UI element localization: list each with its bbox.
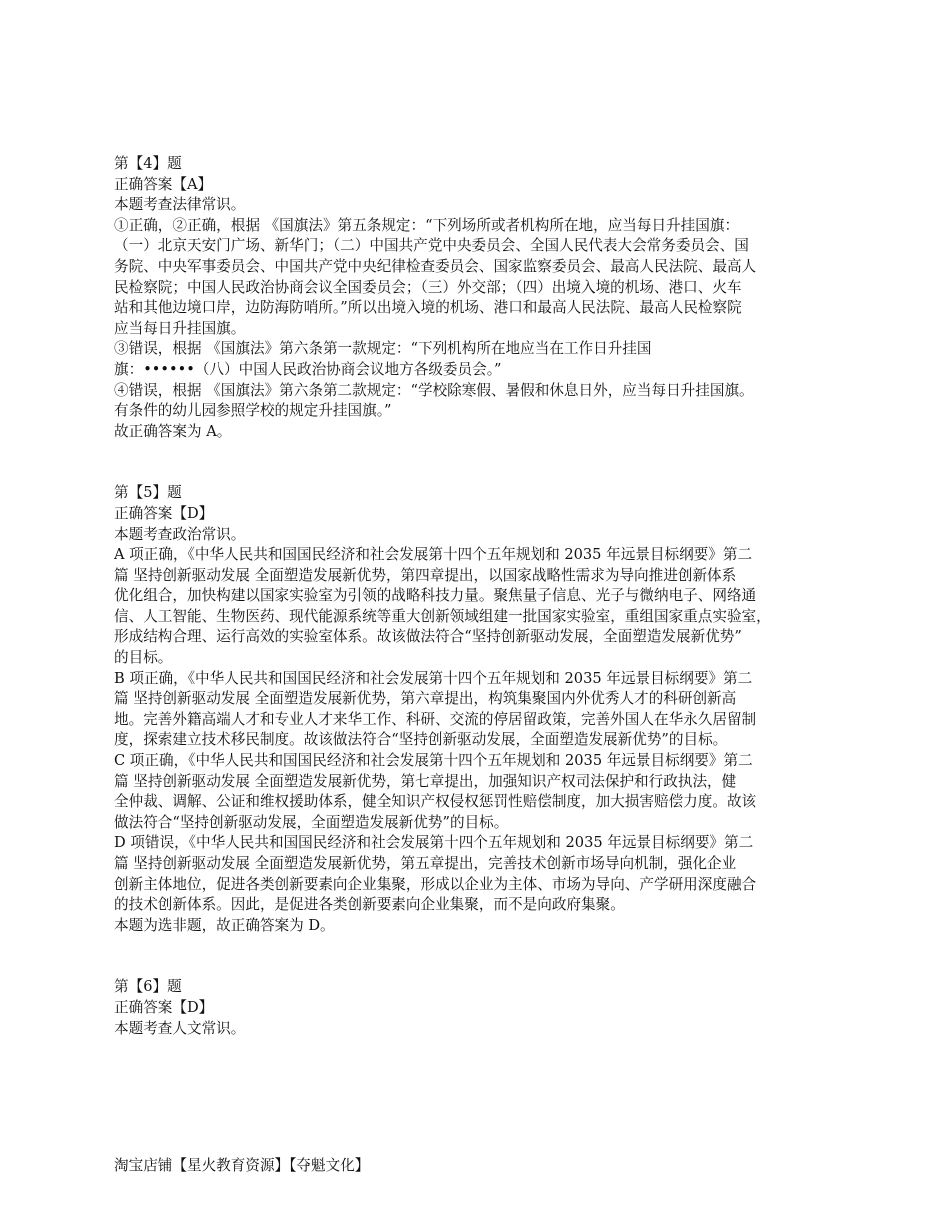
explanation-line: 本题考查法律常识。 xyxy=(114,196,246,214)
explanation-line: 度，探索建立技术移民制度。故该做法符合“坚持创新驱动发展，全面塑造发展新优势”的目标。 xyxy=(114,731,728,749)
section-gap xyxy=(114,936,838,977)
section-gap xyxy=(114,442,838,483)
explanation-line: ④错误，根据 《国旗法》第六条第二款规定：“学校除寒假、暑假和休息日外，应当每日升挂国旗。 xyxy=(114,381,754,399)
explanation-line: 的技术创新体系。因此，是促进各类创新要素向企业集聚，而不是向政府集聚。 xyxy=(114,896,625,914)
explanation-line: D 项错误，《中华人民共和国国民经济和社会发展第十四个五年规划和 2035 年远景目标纲要》第二 xyxy=(114,834,754,852)
correct-answer: 正确答案【A】 xyxy=(114,175,213,193)
explanation-line: ①正确，②正确，根据 《国旗法》第五条规定：“下列场所或者机构所在地，应当每日升挂国旗： xyxy=(114,216,740,234)
explanation-line: 篇 坚持创新驱动发展 全面塑造发展新优势，第五章提出，完善技术创新市场导向机制，强化企业 xyxy=(114,855,737,872)
question-header: 第【5】题 xyxy=(114,484,182,502)
explanation-line: 民检察院；中国人民政治协商会议全国委员会；（三）外交部；（四）出境入境的机场、港口、火车 xyxy=(114,278,742,296)
question-header: 第【6】题 xyxy=(114,978,182,996)
explanation-line: 篇 坚持创新驱动发展 全面塑造发展新优势，第四章提出，以国家战略性需求为导向推进创新体系 xyxy=(114,566,737,584)
explanation-line: 站和其他边境口岸，边防海防哨所。”所以出境入境的机场、港口和最高人民法院、最高人民检察院 xyxy=(114,299,742,317)
correct-answer: 正确答案【D】 xyxy=(114,998,214,1016)
question-5 xyxy=(114,483,838,936)
explanation-line: 篇 坚持创新驱动发展 全面塑造发展新优势，第七章提出，加强知识产权司法保护和行政执法，健 xyxy=(114,772,737,790)
correct-answer: 正确答案【D】 xyxy=(114,504,214,522)
explanation-line: 旗：••••••（八）中国人民政治协商会议地方各级委员会。” xyxy=(114,360,502,378)
explanation-line: （一）北京天安门广场、新华门；（二）中国共产党中央委员会、全国人民代表大会常务委员会、国 xyxy=(114,237,749,255)
explanation-line: 应当每日升挂国旗。 xyxy=(114,319,246,337)
explanation-line: 有条件的幼儿园参照学校的规定升挂国旗。” xyxy=(114,402,392,420)
document-body xyxy=(114,154,838,1039)
explanation-line: 优化组合，加快构建以国家实验室为引领的战略科技力量。聚焦量子信息、光子与微纳电子、网络通 xyxy=(114,587,757,605)
question-6 xyxy=(114,977,838,1039)
conclusion-line: 本题为选非题，故正确答案为 D。 xyxy=(114,916,335,934)
explanation-line: 形成结构合理、运行高效的实验室体系。故该做法符合“坚持创新驱动发展，全面塑造发展新优势” xyxy=(114,628,742,646)
explanation-line: 全仲裁、调解、公证和维权援助体系，健全知识产权侵权惩罚性赔偿制度，加大损害赔偿力度。故该 xyxy=(114,793,757,811)
explanation-line: C 项正确，《中华人民共和国国民经济和社会发展第十四个五年规划和 2035 年远景目标纲要》第二 xyxy=(114,752,753,770)
explanation-line: 本题考查政治常识。 xyxy=(114,525,246,543)
question-4 xyxy=(114,154,838,442)
explanation-line: B 项正确，《中华人民共和国国民经济和社会发展第十四个五年规划和 2035 年远景目标纲要》第二 xyxy=(114,669,753,687)
explanation-line: 本题考查人文常识。 xyxy=(114,1019,246,1037)
conclusion-line: 故正确答案为 A。 xyxy=(114,422,232,440)
page-footer: 淘宝店铺【星火教育资源】【夺魁文化】 xyxy=(114,1157,370,1174)
explanation-line: 地。完善外籍高端人才和专业人才来华工作、科研、交流的停居留政策，完善外国人在华永久居留制 xyxy=(114,710,757,728)
explanation-line: 创新主体地位，促进各类创新要素向企业集聚，形成以企业为主体、市场为导向、产学研用深度融合 xyxy=(114,875,757,893)
explanation-line: 篇 坚持创新驱动发展 全面塑造发展新优势，第六章提出，构筑集聚国内外优秀人才的科研创新高 xyxy=(114,690,737,708)
explanation-line: ③错误，根据 《国旗法》第六条第一款规定：“下列机构所在地应当在工作日升挂国 xyxy=(114,340,652,358)
explanation-line: 务院、中央军事委员会、中国共产党中央纪律检查委员会、国家监察委员会、最高人民法院、最高人 xyxy=(114,257,757,275)
explanation-line: A 项正确，《中华人民共和国国民经济和社会发展第十四个五年规划和 2035 年远景目标纲要》第二 xyxy=(114,546,753,564)
question-header: 第【4】题 xyxy=(114,155,182,172)
explanation-line: 做法符合“坚持创新驱动发展，全面塑造发展新优势”的目标。 xyxy=(114,813,509,831)
explanation-line: 信、人工智能、生物医药、现代能源系统等重大创新领域组建一批国家实验室，重组国家重点实验室， xyxy=(114,607,771,625)
explanation-line: 的目标。 xyxy=(114,649,173,667)
